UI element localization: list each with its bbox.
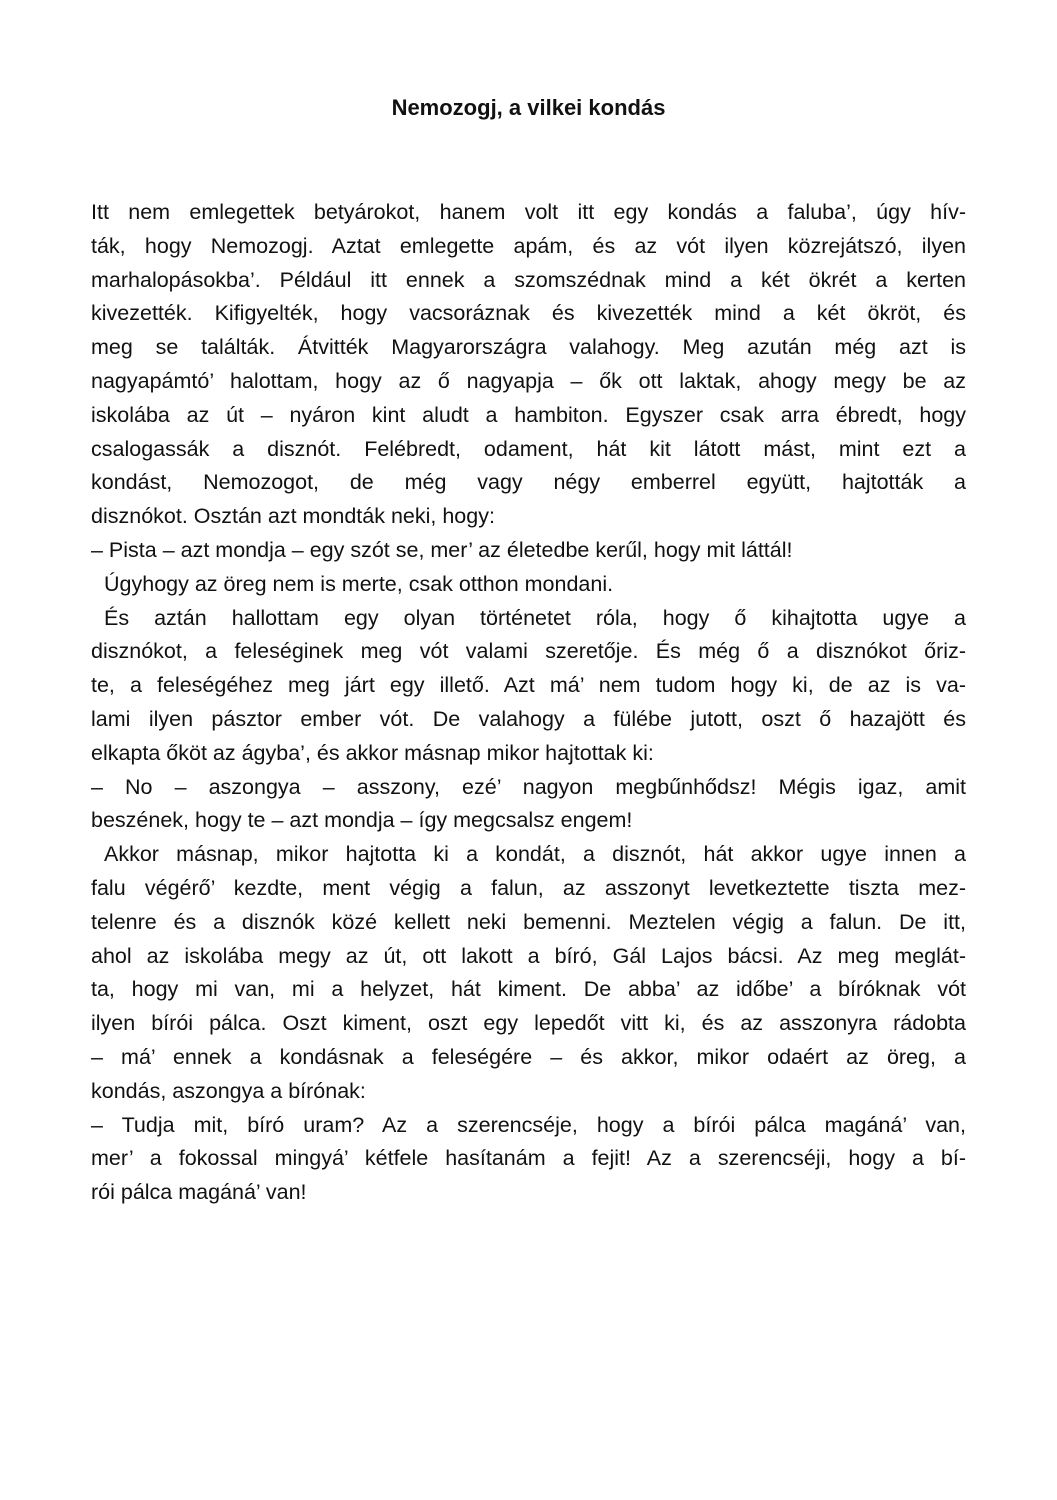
text-line: disznókot. Osztán azt mondták neki, hogy: (91, 504, 495, 529)
text-line: elkapta őköt az ágyba’, és akkor másnap mikor hajtottak ki: (91, 740, 654, 765)
text-line: disznókot, a feleséginek meg vót valami szeretője. És még ő a disznókot őriz- (91, 639, 966, 664)
text-line: telenre és a disznók közé kellett neki bemenni. Meztelen végig a falun. De itt, (91, 909, 966, 934)
text-line: ta, hogy mi van, mi a helyzet, hát kiment. De abba’ az időbe’ a bíróknak vót (91, 977, 966, 1002)
document-body (91, 196, 966, 1210)
text-line: meg se találták. Átvitték Magyarországra valahogy. Meg azután még azt is (91, 335, 966, 360)
text-line: kondást, Nemozogot, de még vagy négy emberrel együtt, hajtották a (91, 470, 966, 495)
text-line: – No – aszongya – asszony, ezé’ nagyon megbűnhődsz! Mégis igaz, amit (91, 774, 966, 799)
text-line: – Pista – azt mondja – egy szót se, mer’ az életedbe kerűl, hogy mit láttál! (91, 537, 793, 562)
text-line: ilyen bírói pálca. Oszt kiment, oszt egy lepedőt vitt ki, és az asszonyra rádobta (91, 1011, 966, 1036)
text-line: – Tudja mit, bíró uram? Az a szerencséje, hogy a bírói pálca magáná’ van, (91, 1112, 966, 1137)
text-line: mer’ a fokossal mingyá’ kétfele hasítanám a fejit! Az a szerencséji, hogy a bí- (91, 1146, 966, 1171)
text-line: kondás, aszongya a bírónak: (91, 1078, 366, 1103)
text-line: Úgyhogy az öreg nem is merte, csak otthon mondani. (104, 571, 614, 596)
text-line: lami ilyen pásztor ember vót. De valahogy a fülébe jutott, oszt ő hazajött és (91, 706, 966, 731)
text-line: rói pálca magáná’ van! (91, 1180, 307, 1205)
text-line: És aztán hallottam egy olyan történetet róla, hogy ő kihajtotta ugye a (104, 605, 966, 630)
text-line: csalogassák a disznót. Felébredt, odament, hát kit látott mást, mint ezt a (91, 436, 966, 461)
text-line: nagyapámtó’ halottam, hogy az ő nagyapja – ők ott laktak, ahogy megy be az (91, 368, 966, 393)
text-line: te, a feleségéhez meg járt egy illető. Azt má’ nem tudom hogy ki, de az is va- (91, 673, 966, 698)
text-line: kivezették. Kifigyelték, hogy vacsoráznak és kivezették mind a két ökröt, és (91, 301, 966, 326)
text-line: falu végérő’ kezdte, ment végig a falun, az asszonyt levetkeztette tiszta mez- (91, 875, 966, 900)
text-line: beszének, hogy te – azt mondja – így megcsalsz engem! (91, 808, 633, 833)
text-line: marhalopásokba’. Például itt ennek a szomszédnak mind a két ökrét a kerten (91, 267, 966, 292)
document-title: Nemozogj, a vilkei kondás (391, 95, 666, 120)
text-line: iskolába az út – nyáron kint aludt a hambiton. Egyszer csak arra ébredt, hogy (91, 402, 966, 427)
text-line: Itt nem emlegettek betyárokot, hanem volt itt egy kondás a faluba’, úgy hív- (91, 200, 966, 224)
text-line: – má’ ennek a kondásnak a feleségére – és akkor, mikor odaért az öreg, a (91, 1044, 966, 1069)
text-line: ták, hogy Nemozogj. Aztat emlegette apám, és az vót ilyen közrejátszó, ilyen (91, 233, 966, 258)
text-line: ahol az iskolába megy az út, ott lakott a bíró, Gál Lajos bácsi. Az meg meglát- (91, 943, 966, 968)
text-line: Akkor másnap, mikor hajtotta ki a kondát, a disznót, hát akkor ugye innen a (104, 842, 966, 867)
